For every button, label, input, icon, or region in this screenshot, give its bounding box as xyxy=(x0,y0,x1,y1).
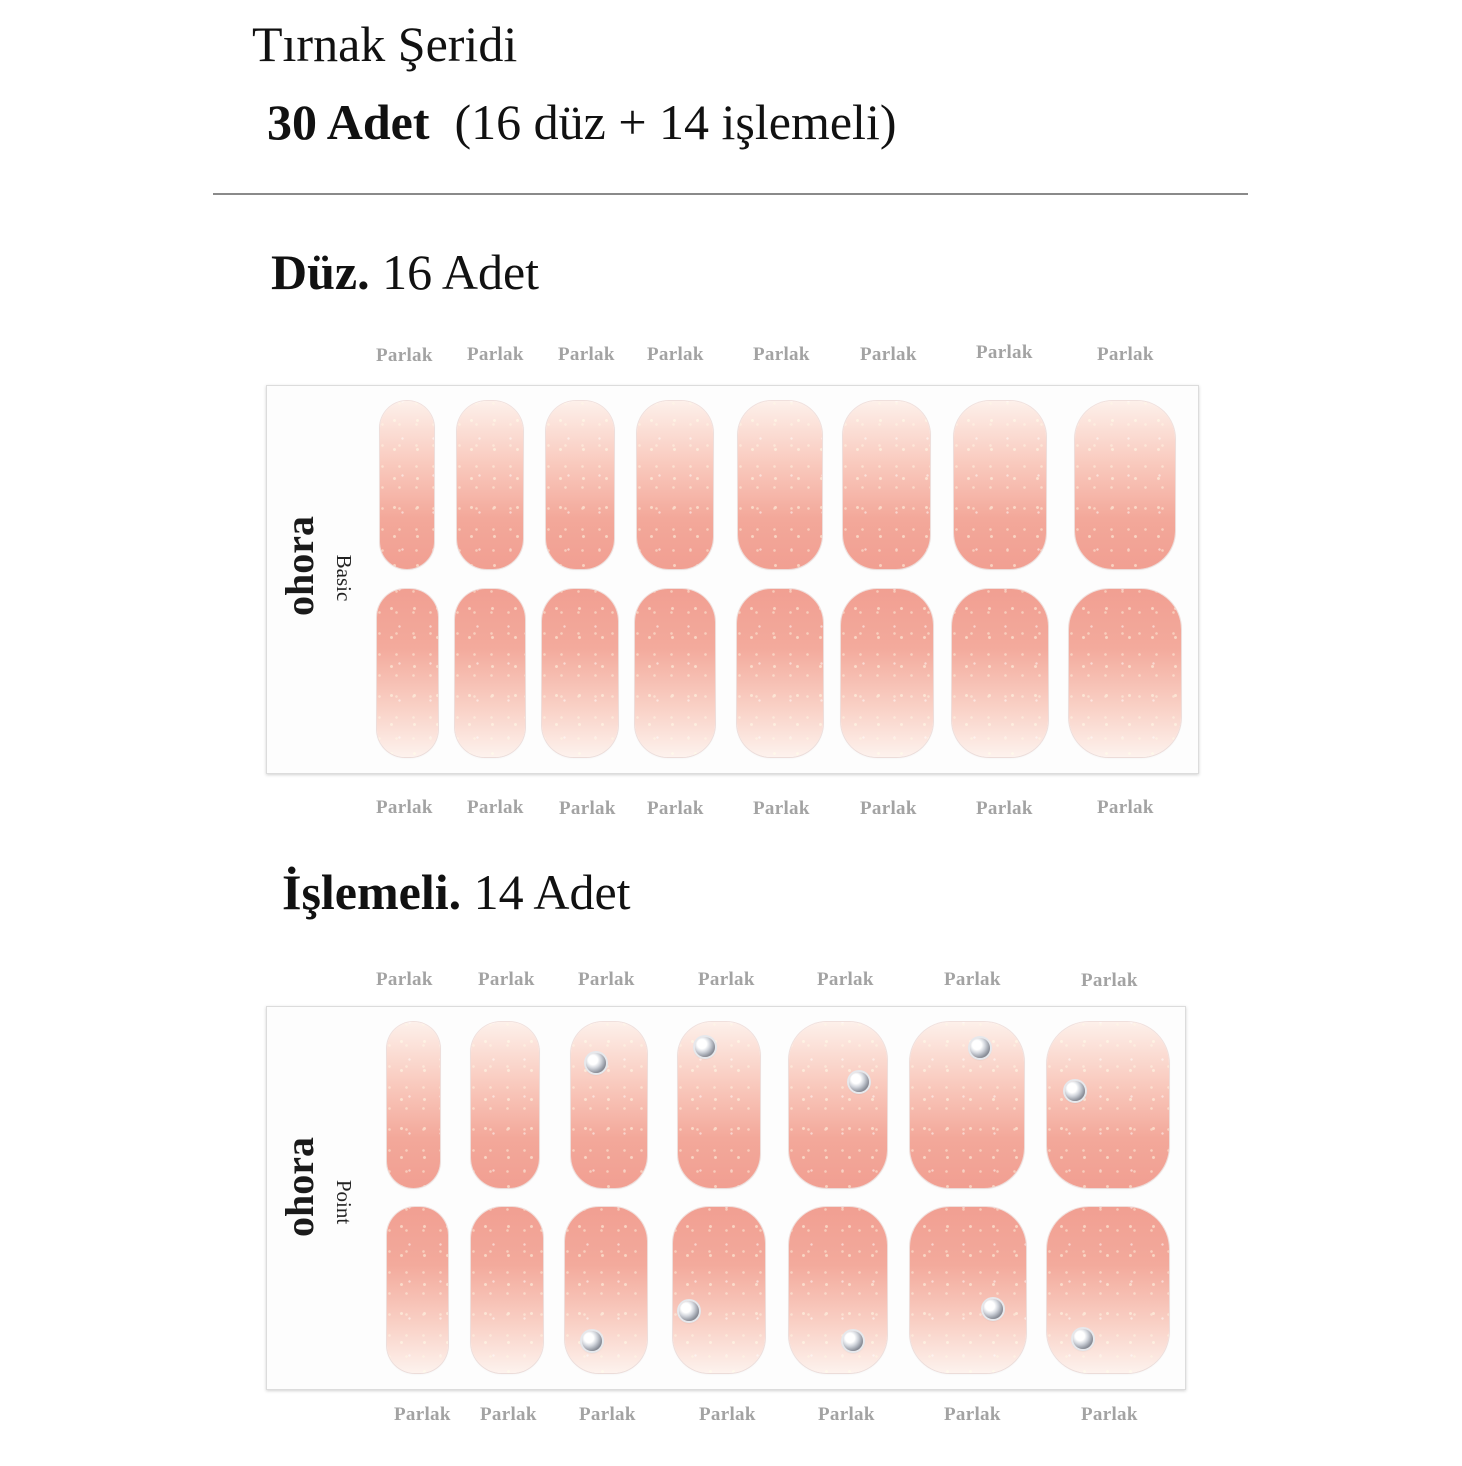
nail-sticker xyxy=(571,1022,647,1188)
decorated-brand-logo xyxy=(270,1137,330,1237)
plain-heading-count: 16 Adet xyxy=(382,244,540,300)
finish-label: Parlak xyxy=(376,797,433,818)
nail-sticker xyxy=(952,589,1048,757)
rhinestone xyxy=(582,1331,602,1351)
finish-label: Parlak xyxy=(578,969,635,990)
rhinestone xyxy=(1065,1081,1085,1101)
nail-sticker xyxy=(565,1207,647,1373)
finish-label: Parlak xyxy=(976,342,1033,363)
plain-nail-sheet xyxy=(266,385,1199,774)
finish-label: Parlak xyxy=(559,798,616,819)
rhinestone xyxy=(586,1053,606,1073)
nail-sticker xyxy=(789,1022,887,1188)
finish-label: Parlak xyxy=(699,1404,756,1425)
header-divider xyxy=(213,193,1248,195)
finish-label: Parlak xyxy=(818,1404,875,1425)
rhinestone xyxy=(695,1037,715,1057)
nail-sticker xyxy=(471,1022,539,1188)
nail-sticker xyxy=(455,589,525,757)
finish-label: Parlak xyxy=(817,969,874,990)
nail-sticker xyxy=(387,1207,448,1373)
page-title: Tırnak Şeridi xyxy=(252,16,518,72)
nail-sticker xyxy=(387,1022,440,1188)
piece-count-detail: (16 düz + 14 işlemeli) xyxy=(454,94,897,150)
brand-name: ohora xyxy=(277,1137,323,1237)
plain-section-heading xyxy=(271,242,539,302)
rhinestone xyxy=(849,1072,869,1092)
nail-sticker xyxy=(471,1207,543,1373)
nail-sticker xyxy=(546,401,614,569)
finish-label: Parlak xyxy=(376,345,433,366)
rhinestone xyxy=(970,1038,990,1058)
nail-sticker xyxy=(841,589,933,757)
plain-heading-label: Düz. xyxy=(271,244,370,300)
finish-label: Parlak xyxy=(1097,344,1154,365)
nail-sticker xyxy=(910,1207,1026,1373)
finish-label: Parlak xyxy=(1081,970,1138,991)
finish-label: Parlak xyxy=(480,1404,537,1425)
finish-label: Parlak xyxy=(647,344,704,365)
decorated-heading-count: 14 Adet xyxy=(473,864,631,920)
finish-label: Parlak xyxy=(976,798,1033,819)
finish-label: Parlak xyxy=(467,344,524,365)
finish-label: Parlak xyxy=(860,798,917,819)
nail-sticker xyxy=(954,401,1046,569)
finish-label: Parlak xyxy=(467,797,524,818)
nail-sticker xyxy=(1047,1022,1169,1188)
nail-sticker xyxy=(637,401,713,569)
nail-sticker xyxy=(457,401,523,569)
nail-sticker xyxy=(1047,1207,1169,1373)
finish-label: Parlak xyxy=(376,969,433,990)
finish-label: Parlak xyxy=(1097,797,1154,818)
nail-sticker xyxy=(789,1207,887,1373)
finish-label: Parlak xyxy=(1081,1404,1138,1425)
piece-count xyxy=(267,92,897,152)
nail-sticker xyxy=(380,401,434,569)
finish-label: Parlak xyxy=(478,969,535,990)
finish-label: Parlak xyxy=(753,798,810,819)
nail-sticker xyxy=(678,1022,760,1188)
nail-sticker xyxy=(1075,401,1175,569)
nail-sticker xyxy=(737,589,823,757)
rhinestone xyxy=(983,1299,1003,1319)
decorated-nail-sheet xyxy=(266,1006,1186,1390)
finish-label: Parlak xyxy=(647,798,704,819)
nail-sticker xyxy=(843,401,930,569)
decorated-line-name: Point xyxy=(332,1179,356,1225)
decorated-section-heading xyxy=(282,862,631,922)
nail-sticker xyxy=(738,401,822,569)
nail-sticker xyxy=(1069,589,1181,757)
nail-sticker xyxy=(673,1207,765,1373)
plain-brand-logo xyxy=(270,516,330,616)
piece-count-total: 30 Adet xyxy=(267,94,430,150)
finish-label: Parlak xyxy=(944,969,1001,990)
finish-label: Parlak xyxy=(860,344,917,365)
rhinestone xyxy=(679,1301,699,1321)
finish-label: Parlak xyxy=(579,1404,636,1425)
rhinestone xyxy=(843,1331,863,1351)
nail-sticker xyxy=(635,589,715,757)
finish-label: Parlak xyxy=(753,344,810,365)
finish-label: Parlak xyxy=(394,1404,451,1425)
rhinestone xyxy=(1073,1329,1093,1349)
finish-label: Parlak xyxy=(558,344,615,365)
finish-label: Parlak xyxy=(698,969,755,990)
finish-label: Parlak xyxy=(944,1404,1001,1425)
decorated-heading-label: İşlemeli. xyxy=(282,864,462,920)
nail-sticker xyxy=(910,1022,1024,1188)
brand-name: ohora xyxy=(277,516,323,616)
nail-sticker xyxy=(542,589,618,757)
nail-sticker xyxy=(377,589,438,757)
plain-line-name: Basic xyxy=(332,554,356,602)
